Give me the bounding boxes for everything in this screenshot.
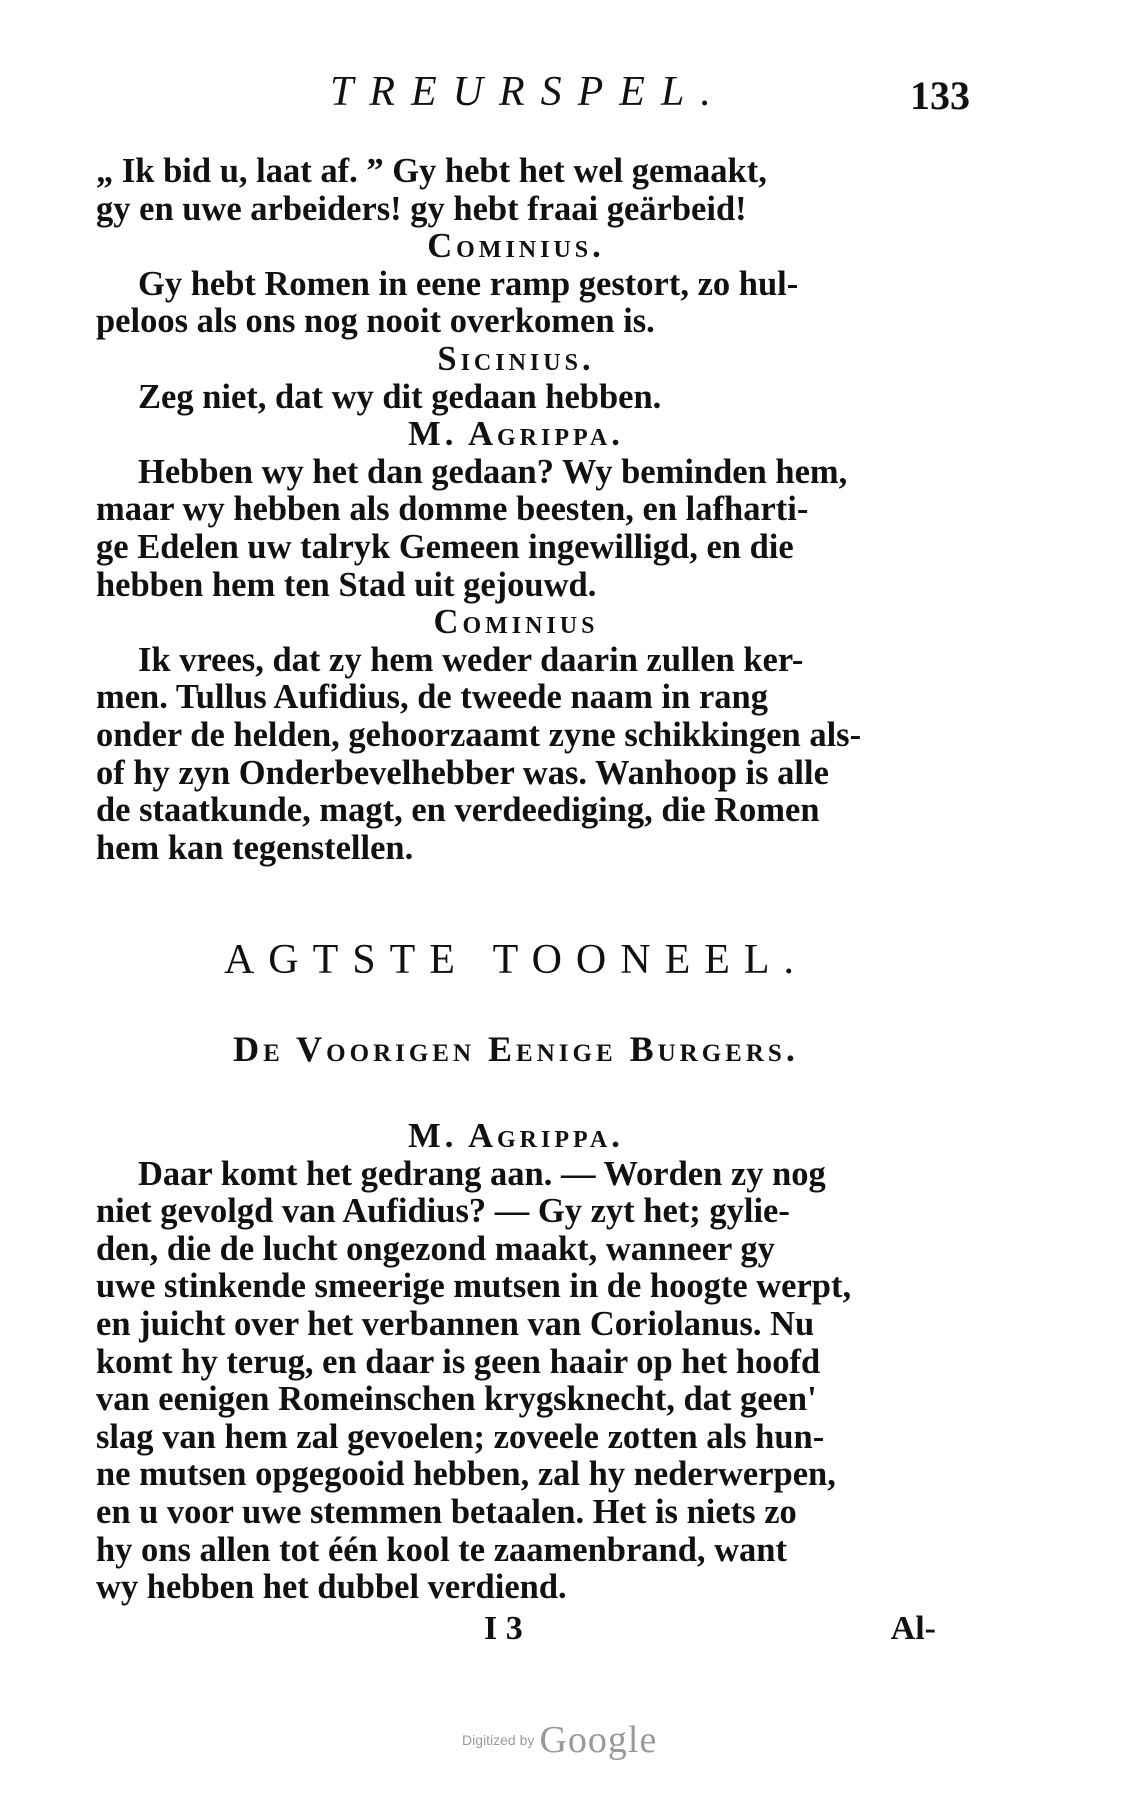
speaker-name: Sicinius. xyxy=(437,339,595,378)
page-number: 133 xyxy=(910,73,970,118)
speaker-name: Cominius xyxy=(433,603,599,642)
page-footer xyxy=(96,1610,936,1655)
text-line: en u voor uwe stemmen betaalen. Het is niets zo xyxy=(96,1492,797,1531)
text-line: gy en uwe arbeiders! gy hebt fraai geärbeid! xyxy=(96,189,747,228)
text-line: wy hebben het dubbel verdiend. xyxy=(96,1568,567,1607)
speaker-name: M. Agrippa. xyxy=(408,1117,624,1155)
speaker-name: M. Agrippa. xyxy=(408,415,624,454)
digitization-watermark xyxy=(462,1718,702,1764)
text-line: Hebben wy het dan gedaan? Wy beminden hem, xyxy=(138,452,848,491)
text-line: peloos als ons nog nooit overkomen is. xyxy=(96,302,655,341)
watermark-small-text: Digitized by xyxy=(462,1732,535,1748)
text-line: Ik vrees, dat zy hem weder daarin zullen ker- xyxy=(138,640,804,679)
text-line: en juicht over het verbannen van Coriolanus. Nu xyxy=(96,1304,815,1343)
text-line: ne mutsen opgegooid hebben, zal hy nederwerpen, xyxy=(96,1455,836,1494)
text-line: Gy hebt Romen in eene ramp gestort, zo hul- xyxy=(138,264,799,303)
text-line: Daar komt het gedrang aan. — Worden zy nog xyxy=(138,1154,826,1193)
catchword: Al- xyxy=(890,1610,936,1647)
text-line: maar wy hebben als domme beesten, en lafharti- xyxy=(96,490,809,529)
dialogue-block-1 xyxy=(96,153,936,867)
speaker-name: Cominius. xyxy=(427,227,605,266)
text-line: of hy zyn Onderbevelhebber was. Wanhoop is alle xyxy=(96,753,829,792)
text-line: „ Ik bid u, laat af. ” Gy hebt het wel gemaakt, xyxy=(96,152,767,190)
scene-title: AGTSTE TOONEEL. xyxy=(223,937,809,983)
text-line: hebben hem ten Stad uit gejouwd. xyxy=(96,565,597,604)
page-header xyxy=(330,68,970,118)
text-line: men. Tullus Aufidius, de tweede naam in rang xyxy=(96,678,768,717)
text-line: hy ons allen tot één kool te zaamenbrand, want xyxy=(96,1530,787,1569)
scene-cast: De Voorigen Eenige Burgers. xyxy=(233,1029,799,1069)
watermark-logo-text: Google xyxy=(539,1719,658,1761)
text-line: uwe stinkende smeerige mutsen in de hoogte werpt, xyxy=(96,1267,852,1306)
text-line: van eenigen Romeinschen krygsknecht, dat geen' xyxy=(96,1380,817,1419)
text-line: Zeg niet, dat wy dit gedaan hebben. xyxy=(138,377,662,416)
text-line: hem kan tegenstellen. xyxy=(96,828,414,867)
running-head: TREURSPEL. xyxy=(330,69,727,115)
text-line: ge Edelen uw talryk Gemeen ingewilligd, en die xyxy=(96,527,794,566)
dialogue-block-2 xyxy=(96,1118,936,1607)
text-line: den, die de lucht ongezond maakt, wanneer gy xyxy=(96,1229,775,1268)
text-line: de staatkunde, magt, en verdeediging, die Romen xyxy=(96,791,820,830)
text-line: niet gevolgd van Aufidius? — Gy zyt het; gylie- xyxy=(96,1192,790,1231)
text-line: onder de helden, gehoorzaamt zyne schikkingen als- xyxy=(96,715,862,754)
text-line: komt hy terug, en daar is geen haair op het hoofd xyxy=(96,1342,821,1381)
signature-mark: I 3 xyxy=(484,1610,523,1647)
text-line: slag van hem zal gevoelen; zoveele zotten als hun- xyxy=(96,1417,825,1456)
